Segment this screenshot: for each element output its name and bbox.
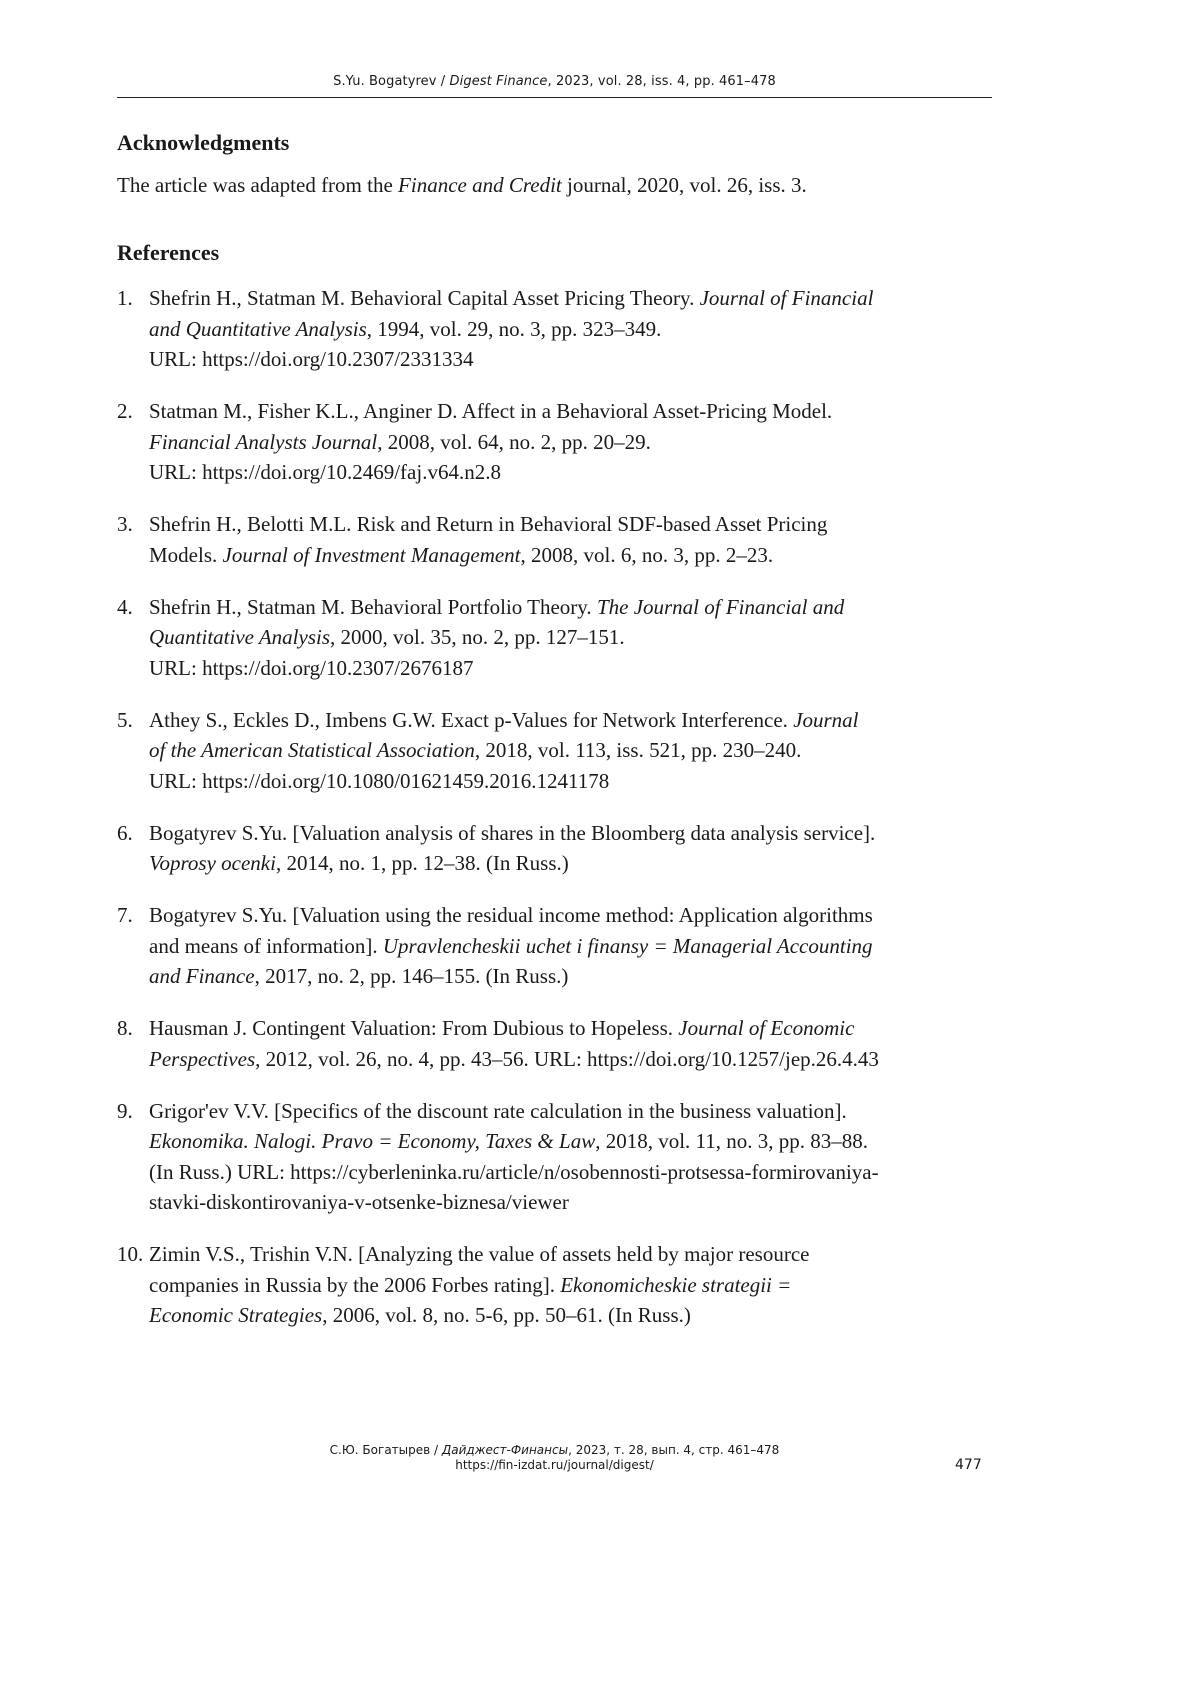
- reference-source-title: Ekonomika. Nalogi. Pravo = Economy, Taxes & Law: [149, 1129, 596, 1153]
- reference-text: Athey S., Eckles D., Imbens G.W. Exact p-Values for Network Interference.: [149, 707, 794, 732]
- reference-source-title: of the American Statistical Association: [149, 738, 475, 762]
- reference-line: [149, 1239, 997, 1270]
- reference-number: 9.: [117, 1098, 133, 1123]
- reference-source-title: Journal: [793, 707, 859, 732]
- reference-text: , 2000, vol. 35, no. 2, pp. 127–151.: [330, 625, 625, 649]
- references-heading: References: [117, 240, 220, 265]
- reference-line: [149, 592, 997, 623]
- reference-text: Models.: [149, 542, 223, 567]
- running-head-details: , 2023, vol. 28, iss. 4, pp. 461–478: [547, 74, 776, 89]
- reference-item: [117, 1239, 997, 1331]
- reference-line: [149, 344, 997, 375]
- reference-line: [149, 653, 997, 684]
- ack-journal: Finance and Credit: [398, 173, 562, 197]
- reference-list: [117, 283, 997, 1352]
- acknowledgments-text: [117, 173, 997, 198]
- reference-item: [117, 283, 997, 375]
- reference-line: [149, 848, 997, 879]
- reference-number: 4.: [117, 594, 133, 619]
- reference-text: stavki-diskontirovaniya-v-otsenke-biznesa/viewer: [149, 1190, 569, 1214]
- reference-text: URL: https://doi.org/10.2307/2331334: [149, 347, 474, 371]
- reference-source-title: Financial Analysts Journal: [149, 429, 378, 454]
- reference-line: [149, 509, 997, 540]
- reference-source-title: Journal of Investment Management: [222, 542, 521, 567]
- footer-authors: С.Ю. Богатырев /: [329, 1443, 439, 1457]
- reference-item: [117, 396, 997, 488]
- footer-journal: Дайджест-Финансы: [441, 1443, 569, 1457]
- reference-number: 6.: [117, 820, 133, 845]
- reference-text: , 2006, vol. 8, no. 5-6, pp. 50–61. (In Russ.): [322, 1303, 691, 1327]
- reference-line: [149, 457, 997, 488]
- reference-source-title: Ekonomicheskie strategii =: [560, 1272, 792, 1297]
- reference-text: , 2012, vol. 26, no. 4, pp. 43–56. URL: https://doi.org/10.1257/jep.26.4.43: [255, 1046, 879, 1071]
- reference-text: URL: https://doi.org/10.1080/01621459.2016.1241178: [149, 768, 610, 793]
- reference-item: [117, 705, 997, 797]
- reference-line: [149, 931, 997, 962]
- reference-source-title: and Finance: [149, 964, 255, 988]
- reference-line: [149, 1013, 997, 1044]
- reference-text: Hausman J. Contingent Valuation: From Dubious to Hopeless.: [149, 1016, 679, 1040]
- reference-source-title: and Quantitative Analysis: [149, 316, 367, 341]
- reference-item: [117, 1013, 997, 1074]
- reference-item: [117, 900, 997, 992]
- reference-source-title: Economic Strategies: [149, 1303, 323, 1327]
- running-head-journal: Digest Finance: [449, 74, 548, 89]
- reference-source-title: Upravlencheskii uchet i finansy = Managerial Accounting: [382, 933, 873, 958]
- reference-text: Grigor'ev V.V. [Specifics of the discount rate calculation in the business valuation].: [149, 1098, 847, 1123]
- reference-line: [149, 540, 997, 571]
- reference-text: Shefrin H., Belotti M.L. Risk and Return in Behavioral SDF-based Asset Pricing: [149, 512, 828, 536]
- reference-line: [149, 1096, 997, 1127]
- reference-line: [149, 1270, 997, 1301]
- reference-text: , 2018, vol. 113, iss. 521, pp. 230–240.: [474, 738, 802, 762]
- reference-line: [149, 1187, 997, 1218]
- reference-line: [149, 818, 997, 849]
- reference-line: [149, 735, 997, 766]
- reference-number: 10.: [117, 1242, 144, 1266]
- reference-line: [149, 427, 997, 458]
- reference-text: , 1994, vol. 29, no. 3, pp. 323–349.: [366, 316, 662, 341]
- reference-text: Shefrin H., Statman M. Behavioral Capital Asset Pricing Theory.: [149, 286, 700, 310]
- reference-item: [117, 1096, 997, 1218]
- reference-text: (In Russ.) URL: https://cyberleninka.ru/article/n/osobennosti-protsessa-formirovaniya-: [149, 1159, 879, 1184]
- reference-text: companies in Russia by the 2006 Forbes rating].: [149, 1272, 561, 1297]
- running-head-authors: S.Yu. Bogatyrev /: [333, 74, 446, 89]
- reference-source-title: Perspectives: [149, 1046, 256, 1071]
- reference-item: [117, 509, 997, 570]
- reference-text: Shefrin H., Statman M. Behavioral Portfolio Theory.: [149, 594, 597, 619]
- acknowledgments-heading: Acknowledgments: [117, 130, 290, 155]
- reference-source-title: Journal of Economic: [678, 1016, 855, 1040]
- footer-citation: [117, 1443, 992, 1458]
- reference-number: 1.: [117, 286, 133, 310]
- reference-text: Bogatyrev S.Yu. [Valuation analysis of shares in the Bloomberg data analysis service].: [149, 820, 876, 845]
- reference-number: 7.: [117, 903, 133, 927]
- reference-text: , 2018, vol. 11, no. 3, pp. 83–88.: [595, 1129, 869, 1153]
- reference-line: [149, 1044, 997, 1075]
- reference-line: [149, 900, 997, 931]
- reference-number: 2.: [117, 399, 133, 423]
- page-number: 477: [955, 1457, 982, 1473]
- reference-source-title: Quantitative Analysis: [149, 625, 331, 649]
- reference-text: Bogatyrev S.Yu. [Valuation using the residual income method: Application algorithms: [149, 903, 873, 927]
- footer-details: , 2023, т. 28, вып. 4, стр. 461–478: [568, 1443, 780, 1457]
- reference-line: [149, 961, 997, 992]
- reference-text: Statman M., Fisher K.L., Anginer D. Affect in a Behavioral Asset-Pricing Model.: [149, 399, 833, 423]
- reference-item: [117, 592, 997, 684]
- reference-text: and means of information].: [149, 933, 383, 958]
- ack-text-after: journal, 2020, vol. 26, iss. 3.: [567, 173, 807, 197]
- reference-number: 8.: [117, 1016, 133, 1040]
- reference-line: [149, 705, 997, 736]
- reference-text: , 2017, no. 2, pp. 146–155. (In Russ.): [254, 964, 569, 988]
- footer: [117, 1443, 992, 1473]
- reference-text: Zimin V.S., Trishin V.N. [Analyzing the value of assets held by major resource: [149, 1242, 810, 1266]
- reference-text: , 2008, vol. 64, no. 2, pp. 20–29.: [377, 429, 651, 454]
- reference-text: , 2014, no. 1, pp. 12–38. (In Russ.): [275, 851, 569, 875]
- reference-number: 5.: [117, 707, 133, 732]
- reference-line: [149, 314, 997, 345]
- reference-line: [149, 622, 997, 653]
- reference-line: [149, 1157, 997, 1188]
- reference-text: URL: https://doi.org/10.2307/2676187: [149, 655, 474, 680]
- ack-text-before: The article was adapted from the: [117, 173, 393, 197]
- reference-line: [149, 396, 997, 427]
- reference-line: [149, 1300, 997, 1331]
- reference-source-title: The Journal of Financial and: [596, 594, 845, 619]
- reference-source-title: Journal of Financial: [699, 286, 874, 310]
- running-head: [117, 74, 992, 89]
- footer-url: https://fin-izdat.ru/journal/digest/: [455, 1458, 654, 1472]
- reference-line: [149, 1126, 997, 1157]
- reference-item: [117, 818, 997, 879]
- reference-text: , 2008, vol. 6, no. 3, pp. 2–23.: [520, 542, 774, 567]
- reference-text: URL: https://doi.org/10.2469/faj.v64.n2.8: [149, 460, 501, 484]
- reference-source-title: Voprosy ocenki: [149, 851, 276, 875]
- reference-line: [149, 283, 997, 314]
- reference-number: 3.: [117, 512, 133, 536]
- reference-line: [149, 766, 997, 797]
- header-rule: [117, 97, 992, 98]
